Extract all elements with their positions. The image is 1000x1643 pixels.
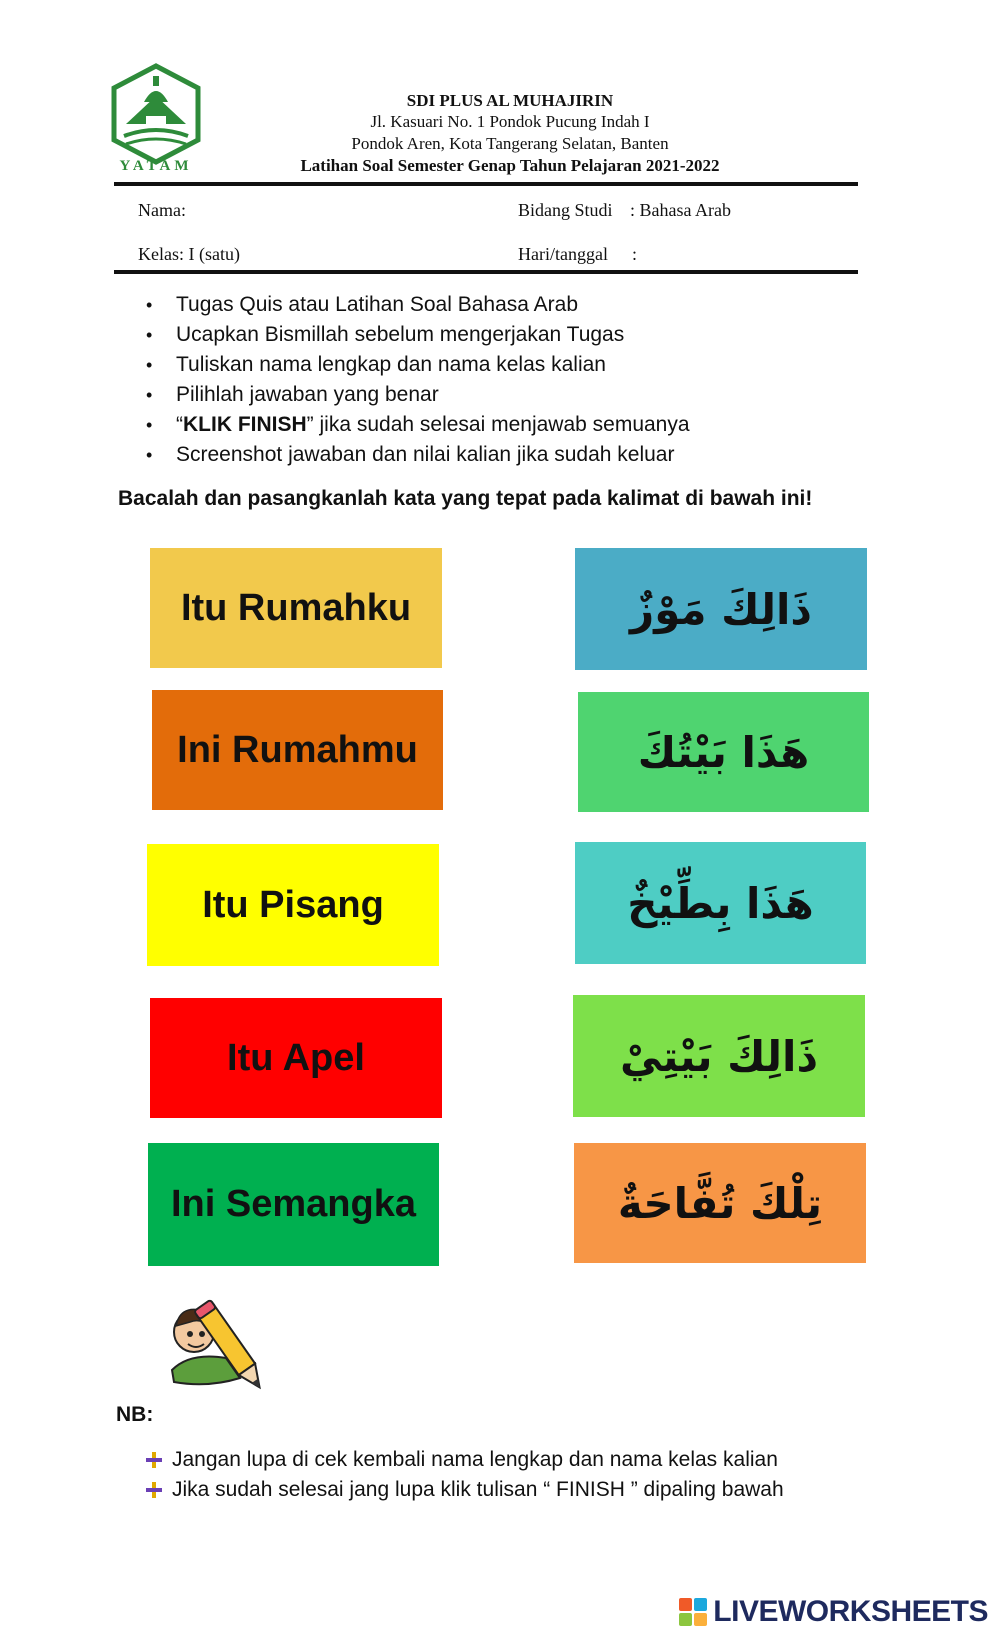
hari-label: Hari/tanggal — [518, 244, 608, 264]
meta-divider — [114, 270, 858, 274]
plus-bullet-icon — [146, 1482, 162, 1498]
school-name: SDI PLUS AL MUHAJIRIN — [406, 91, 614, 110]
match-card-left[interactable]: Itu Pisang — [147, 844, 439, 966]
match-card-left[interactable]: Ini Rumahmu — [152, 690, 443, 810]
nama-label: Nama: — [138, 200, 186, 220]
liveworksheets-logo-icon — [679, 1598, 707, 1626]
match-card-right[interactable]: ذَالِكَ بَيْتِيْ — [573, 995, 865, 1117]
logo-text: YATAM — [119, 158, 193, 174]
match-card-left[interactable]: Itu Rumahku — [150, 548, 442, 668]
list-item: • Screenshot jawaban dan nilai kalian jika sudah keluar — [144, 440, 690, 470]
match-card-left[interactable]: Ini Semangka — [148, 1143, 439, 1266]
list-item: • “KLIK FINISH” jika sudah selesai menjawab semuanya — [144, 410, 690, 440]
list-item: Jangan lupa di cek kembali nama lengkap dan nama kelas kalian — [146, 1445, 784, 1475]
school-logo — [108, 62, 204, 182]
list-item: Jika sudah selesai jang lupa klik tulisan “ FINISH ” dipaling bawah — [146, 1475, 784, 1505]
bidang-label: Bidang Studi — [518, 200, 613, 220]
exam-title: Latihan Soal Semester Genap Tahun Pelajaran 2021-2022 — [300, 156, 720, 175]
match-card-right[interactable]: هَذَا بِطِّيْخٌ — [575, 842, 866, 964]
match-card-right[interactable]: هَذَا بَيْتُكَ — [578, 692, 869, 812]
list-item: • Ucapkan Bismillah sebelum mengerjakan Tugas — [144, 320, 690, 350]
instruction-list — [144, 290, 690, 470]
plus-bullet-icon — [146, 1452, 162, 1468]
pencil-boy-illustration — [160, 1296, 270, 1406]
address-line-2: Pondok Aren, Kota Tangerang Selatan, Banten — [351, 134, 669, 153]
notes-list — [146, 1445, 784, 1505]
match-card-left[interactable]: Itu Apel — [150, 998, 442, 1118]
list-item: • Tugas Quis atau Latihan Soal Bahasa Arab — [144, 290, 690, 320]
match-card-right[interactable]: تِلْكَ تُفَّاحَةٌ — [574, 1143, 866, 1263]
list-item: • Pilihlah jawaban yang benar — [144, 380, 690, 410]
match-card-right[interactable]: ذَالِكَ مَوْزٌ — [575, 548, 867, 670]
address-line-1: Jl. Kasuari No. 1 Pondok Pucung Indah I — [370, 112, 650, 131]
nb-label: NB: — [116, 1403, 154, 1426]
klik-finish-emphasis: KLIK FINISH — [183, 413, 307, 436]
bidang-value: : Bahasa Arab — [630, 200, 731, 220]
header-divider — [114, 182, 858, 186]
task-prompt: Bacalah dan pasangkanlah kata yang tepat pada kalimat di bawah ini! — [118, 487, 813, 510]
kelas-label: Kelas: I (satu) — [138, 244, 240, 264]
list-item: • Tuliskan nama lengkap dan nama kelas kalian — [144, 350, 690, 380]
hari-value: : — [632, 244, 638, 264]
liveworksheets-brand: LIVEWORKSHEETS — [679, 1595, 988, 1629]
